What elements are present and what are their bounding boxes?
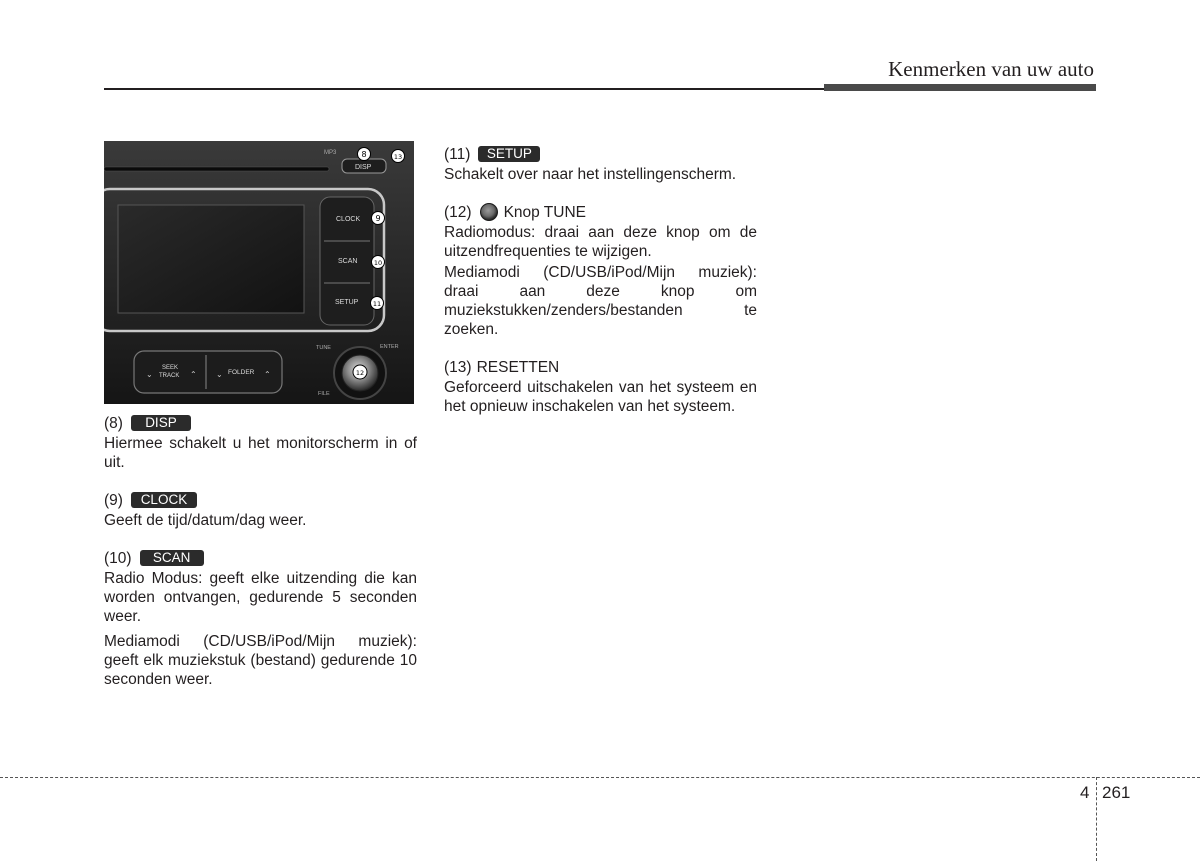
item-11-text: Schakelt over naar het instellingenscherm. [444, 166, 737, 183]
page-header-title: Kenmerken van uw auto [888, 57, 1094, 81]
file-label: FILE [318, 391, 330, 397]
mp3-label: MP3 [324, 150, 337, 156]
tune-knob-icon [480, 203, 498, 221]
item-9 [104, 489, 417, 530]
scan-tag: SCAN [140, 550, 204, 566]
svg-text:⌄: ⌄ [216, 370, 223, 379]
seek-track-button: SEEK [162, 365, 179, 371]
item-9-text: Geeft de tijd/datum/dag weer. [104, 512, 307, 529]
left-column [104, 412, 417, 706]
svg-text:⌃: ⌃ [264, 370, 271, 379]
header-rule-accent [824, 84, 1096, 91]
display-screen [118, 205, 304, 313]
item-12-text-radio: Radiomodus: draai aan deze knop om de uitzendfrequenties te wijzigen. [444, 224, 757, 260]
setup-tag: SETUP [478, 146, 540, 162]
disp-tag: DISP [131, 415, 191, 431]
item-12-text-media: Mediamodi (CD/USB/iPod/Mijn muziek): draai aan deze knop om muziekstukken/zenders/bestanden te zoeken. [444, 264, 757, 338]
item-9-number: (9) [104, 491, 123, 509]
item-13-text: Geforceerd uitschakelen van het systeem en het opnieuw inschakelen van het systeem. [444, 379, 757, 415]
item-10 [104, 547, 417, 689]
svg-text:TRACK: TRACK [159, 373, 180, 379]
callout-10: 10 [373, 259, 383, 267]
folder-button: FOLDER [228, 369, 255, 376]
cd-slot [104, 167, 329, 171]
page-number: 261 [1102, 783, 1131, 802]
tune-label: TUNE [316, 345, 331, 351]
header-rule [104, 88, 824, 90]
callout-12: 12 [355, 369, 365, 377]
callout-9: 9 [375, 214, 381, 223]
footer-rule [0, 777, 1200, 778]
item-13-number: (13) [444, 358, 472, 376]
item-13-label: RESETTEN [476, 358, 560, 376]
item-8-text: Hiermee schakelt u het monitorscherm in of uit. [104, 435, 417, 471]
svg-text:⌃: ⌃ [190, 370, 197, 379]
item-11 [444, 143, 757, 184]
clock-tag: CLOCK [131, 492, 197, 508]
right-column [444, 143, 757, 433]
item-10-number: (10) [104, 549, 132, 567]
callout-13: 13 [393, 153, 403, 161]
item-12-label: Knop TUNE [503, 203, 586, 221]
callout-11: 11 [372, 300, 382, 308]
svg-text:⌄: ⌄ [146, 370, 153, 379]
item-12-number: (12) [444, 203, 472, 221]
scan-button: SCAN [338, 258, 358, 265]
item-12 [444, 201, 757, 339]
item-10-text-media: Mediamodi (CD/USB/iPod/Mijn muziek): geeft elk muziekstuk (bestand) gedurende 10 seconden weer. [104, 633, 417, 688]
item-13 [444, 356, 757, 416]
chapter-number: 4 [1080, 783, 1090, 802]
clock-button: CLOCK [336, 216, 361, 223]
item-11-number: (11) [444, 145, 471, 163]
item-10-text-radio: Radio Modus: geeft elke uitzending die kan worden ontvangen, gedurende 5 seconden weer. [104, 570, 417, 625]
item-8-number: (8) [104, 414, 123, 432]
item-8 [104, 412, 417, 472]
setup-button: SETUP [335, 299, 359, 306]
callout-8: 8 [361, 150, 367, 159]
disp-button: DISP [355, 164, 372, 171]
enter-label: ENTER [380, 344, 399, 350]
radio-unit-illustration [104, 141, 414, 404]
footer-divider [1096, 777, 1097, 861]
